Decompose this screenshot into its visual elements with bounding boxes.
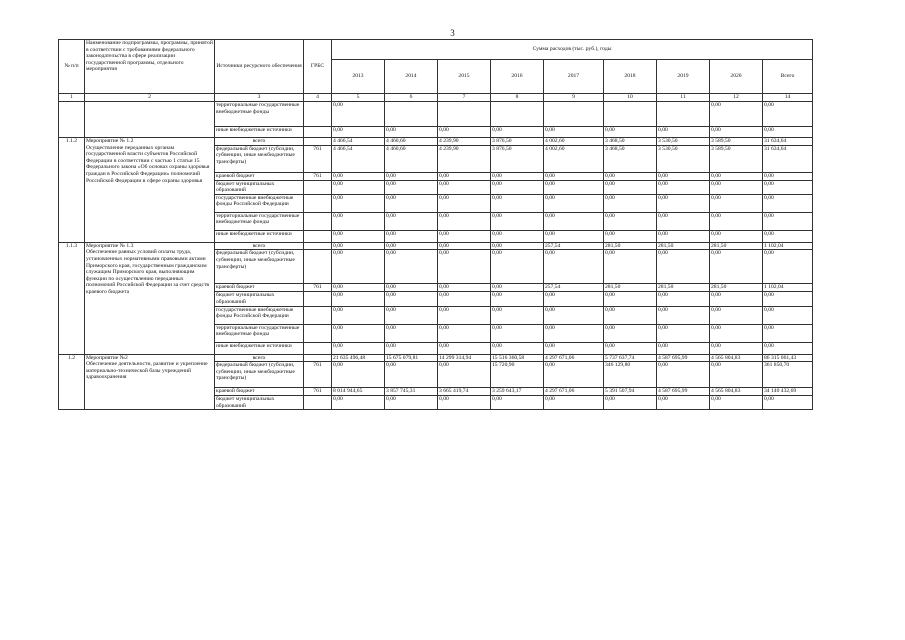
header-no: № п/п <box>59 40 85 94</box>
grbs-code <box>304 354 332 362</box>
total-value: 0,00 <box>763 324 813 342</box>
year-value: 0,00 <box>438 212 491 230</box>
year-value: 3 857 745,31 <box>385 388 438 396</box>
year-value: 4 466,54 <box>332 145 385 172</box>
col-number: 12 <box>710 94 763 102</box>
year-value: 0,00 <box>385 292 438 306</box>
measure-name-cell <box>85 102 215 138</box>
year-value: 281,50 <box>604 284 657 292</box>
measure-title: Мероприятие №2 <box>86 354 128 361</box>
table-row <box>59 102 813 127</box>
grbs-code <box>304 324 332 342</box>
total-value: 0,00 <box>763 292 813 306</box>
year-value: 0,00 <box>491 324 544 342</box>
year-value: 0,00 <box>710 127 763 138</box>
header-grbs: ГРБС <box>304 40 332 94</box>
measure-name-cell <box>85 242 215 354</box>
grbs-code <box>304 242 332 250</box>
header-year: 2014 <box>385 60 438 94</box>
year-value: 21 635 496,48 <box>332 354 385 362</box>
year-value: 0,00 <box>710 172 763 180</box>
total-value: 0,00 <box>763 342 813 354</box>
year-value: 0,00 <box>604 127 657 138</box>
measure-name-cell <box>85 138 215 243</box>
year-value: 0,00 <box>710 102 763 127</box>
grbs-code: 761 <box>304 284 332 292</box>
year-value: 0,00 <box>385 342 438 354</box>
total-value: 361 850,70 <box>763 362 813 388</box>
total-value: 86 315 061,43 <box>763 354 813 362</box>
year-value: 0,00 <box>491 250 544 284</box>
year-value: 0,00 <box>544 396 604 410</box>
year-value: 15 720,90 <box>491 362 544 388</box>
measure-name-cell <box>85 354 215 410</box>
year-value: 15 675 079,81 <box>385 354 438 362</box>
year-value: 281,50 <box>657 284 710 292</box>
year-value: 4 587 695,99 <box>657 388 710 396</box>
year-value: 3 665 419,74 <box>438 388 491 396</box>
year-value: 0,00 <box>332 212 385 230</box>
year-value: 0,00 <box>657 127 710 138</box>
grbs-code: 761 <box>304 145 332 172</box>
year-value: 5 737 637,74 <box>604 354 657 362</box>
year-value: 0,00 <box>491 292 544 306</box>
year-value: 0,00 <box>604 292 657 306</box>
total-value: 0,00 <box>763 194 813 212</box>
year-value: 281,50 <box>604 242 657 250</box>
total-value: 0,00 <box>763 250 813 284</box>
header-year: 2019 <box>657 60 710 94</box>
year-value: 0,00 <box>544 292 604 306</box>
row-number <box>59 102 85 138</box>
funding-source: федеральный бюджет (субсидии, субвенции, иные межбюджетные трансферты) <box>215 145 304 172</box>
year-value: 15 516 360,58 <box>491 354 544 362</box>
col-number: 14 <box>763 94 813 102</box>
year-value: 0,00 <box>544 127 604 138</box>
year-value: 3 530,50 <box>657 145 710 172</box>
total-value: 0,00 <box>763 102 813 127</box>
col-number: 8 <box>491 94 544 102</box>
grbs-code <box>304 306 332 324</box>
year-value: 0,00 <box>710 180 763 194</box>
year-value: 0,00 <box>604 180 657 194</box>
year-value: 4 002,60 <box>544 138 604 146</box>
year-value: 3 589,50 <box>710 138 763 146</box>
year-value: 0,00 <box>710 250 763 284</box>
total-value: 31 634,64 <box>763 138 813 146</box>
year-value: 0,00 <box>710 324 763 342</box>
year-value: 0,00 <box>604 324 657 342</box>
year-value: 5 391 507,94 <box>604 388 657 396</box>
grbs-code: 761 <box>304 388 332 396</box>
year-value: 3 589,50 <box>710 145 763 172</box>
year-value: 0,00 <box>491 242 544 250</box>
year-value: 0,00 <box>491 306 544 324</box>
measure-description: Обеспечение деятельности, развитие и укрепление материально-технической базы учреждений здравоохранения <box>86 361 208 381</box>
table-row <box>59 242 813 250</box>
year-value: 3 468,50 <box>604 145 657 172</box>
year-value: 0,00 <box>332 324 385 342</box>
year-value: 0,00 <box>385 324 438 342</box>
year-value: 0,00 <box>544 230 604 242</box>
year-value: 281,50 <box>657 242 710 250</box>
year-value: 0,00 <box>438 342 491 354</box>
header-name: Наименование подпрограммы, программы, принятой в соответствии с требованиями федерального законодательства в сфере реализации государственной программы, отдельного мероприятия <box>85 40 215 94</box>
col-number: 9 <box>544 94 604 102</box>
funding-source: государственные внебюджетные фонды Российской Федерации <box>215 194 304 212</box>
year-value: 0,00 <box>710 194 763 212</box>
header-source: Источники ресурсного обеспечения <box>215 40 304 94</box>
col-number: 6 <box>385 94 438 102</box>
year-value: 0,00 <box>438 362 491 388</box>
year-value: 0,00 <box>604 306 657 324</box>
funding-source: всего <box>215 138 304 146</box>
year-value: 0,00 <box>438 284 491 292</box>
year-value: 0,00 <box>332 180 385 194</box>
year-value: 0,00 <box>332 230 385 242</box>
year-value: 0,00 <box>657 212 710 230</box>
year-value: 0,00 <box>544 306 604 324</box>
year-value <box>657 102 710 127</box>
year-value: 0,00 <box>438 172 491 180</box>
funding-source: иные внебюджетные источники <box>215 127 304 138</box>
year-value: 0,00 <box>604 396 657 410</box>
year-value: 4 460,60 <box>385 138 438 146</box>
funding-source: территориальные государственные внебюджетные фонды <box>215 324 304 342</box>
year-value: 8 014 944,65 <box>332 388 385 396</box>
year-value: 0,00 <box>438 250 491 284</box>
col-number: 4 <box>304 94 332 102</box>
col-number: 11 <box>657 94 710 102</box>
total-value: 34 140 432,69 <box>763 388 813 396</box>
year-value: 0,00 <box>385 172 438 180</box>
year-value: 0,00 <box>332 194 385 212</box>
funding-source: территориальные государственные внебюджетные фонды <box>215 102 304 127</box>
year-value: 0,00 <box>385 180 438 194</box>
total-value: 0,00 <box>763 306 813 324</box>
grbs-code <box>304 342 332 354</box>
year-value: 0,00 <box>710 362 763 388</box>
total-value: 1 102,04 <box>763 284 813 292</box>
year-value: 0,00 <box>710 342 763 354</box>
year-value: 0,00 <box>491 127 544 138</box>
year-value: 0,00 <box>604 342 657 354</box>
col-number: 5 <box>332 94 385 102</box>
year-value: 0,00 <box>385 230 438 242</box>
year-value <box>385 102 438 127</box>
year-value: 0,00 <box>332 242 385 250</box>
year-value: 0,00 <box>604 212 657 230</box>
year-value: 4 565 804,83 <box>710 388 763 396</box>
header-total: Всего <box>763 60 813 94</box>
funding-source: иные внебюджетные источники <box>215 342 304 354</box>
funding-table <box>58 39 813 410</box>
year-value: 0,00 <box>657 172 710 180</box>
year-value: 4 587 695,99 <box>657 354 710 362</box>
year-value: 4 565 804,83 <box>710 354 763 362</box>
grbs-code: 761 <box>304 172 332 180</box>
year-value: 0,00 <box>491 342 544 354</box>
grbs-code <box>304 102 332 127</box>
total-value: 0,00 <box>763 230 813 242</box>
year-value: 346 129,80 <box>604 362 657 388</box>
header-year: 2015 <box>438 60 491 94</box>
year-value: 0,00 <box>438 324 491 342</box>
year-value: 0,00 <box>710 396 763 410</box>
year-value: 0,00 <box>385 212 438 230</box>
year-value: 0,00 <box>657 396 710 410</box>
year-value: 281,50 <box>710 242 763 250</box>
funding-source: бюджет муниципальных образований <box>215 396 304 410</box>
year-value: 4 460,60 <box>385 145 438 172</box>
year-value: 3 468,50 <box>604 138 657 146</box>
year-value: 0,00 <box>604 250 657 284</box>
year-value: 0,00 <box>544 324 604 342</box>
header-year: 2020 <box>710 60 763 94</box>
year-value: 4 297 671,06 <box>544 388 604 396</box>
year-value: 0,00 <box>438 127 491 138</box>
table-body <box>59 102 813 410</box>
year-value: 0,00 <box>710 306 763 324</box>
col-number: 7 <box>438 94 491 102</box>
measure-description: Обеспечение равных условий оплаты труда, установленных нормативными правовыми актами Приморского края, государственным гражданским служащим Приморского края, выполняющим функции по осуществлению переданных полномочий Российской Федерации за счет средств краевого бюджета <box>86 249 210 295</box>
year-value: 0,00 <box>332 172 385 180</box>
year-value: 0,00 <box>438 242 491 250</box>
funding-source: территориальные государственные внебюджетные фонды <box>215 212 304 230</box>
year-value: 4 239,90 <box>438 145 491 172</box>
funding-source: краевой бюджет <box>215 284 304 292</box>
year-value: 0,00 <box>438 194 491 212</box>
row-number: 1.1.3 <box>59 242 85 354</box>
year-value: 0,00 <box>710 212 763 230</box>
funding-source: всего <box>215 242 304 250</box>
grbs-code <box>304 194 332 212</box>
measure-title: Мероприятие № 1.2 <box>86 138 134 144</box>
grbs-code <box>304 292 332 306</box>
year-value: 0,00 <box>491 212 544 230</box>
measure-title: Мероприятие № 1.3 <box>86 242 134 249</box>
funding-source: всего <box>215 354 304 362</box>
year-value: 4 297 671,06 <box>544 354 604 362</box>
row-number: 1.1.2 <box>59 138 85 243</box>
funding-source: государственные внебюджетные фонды Российской Федерации <box>215 306 304 324</box>
page-number: 3 <box>450 28 455 38</box>
year-value: 0,00 <box>438 292 491 306</box>
year-value: 0,00 <box>657 362 710 388</box>
table-row <box>59 138 813 146</box>
header-year: 2018 <box>604 60 657 94</box>
total-value: 0,00 <box>763 180 813 194</box>
funding-source: федеральный бюджет (субсидии, субвенции, иные межбюджетные трансферты) <box>215 250 304 284</box>
year-value: 0,00 <box>491 284 544 292</box>
year-value: 4 466,54 <box>332 138 385 146</box>
funding-source: иные внебюджетные источники <box>215 230 304 242</box>
year-value: 0,00 <box>544 180 604 194</box>
total-value: 0,00 <box>763 127 813 138</box>
year-value: 0,00 <box>385 127 438 138</box>
year-value: 0,00 <box>332 102 385 127</box>
year-value: 0,00 <box>385 362 438 388</box>
year-value: 0,00 <box>438 306 491 324</box>
year-value <box>544 102 604 127</box>
grbs-code <box>304 212 332 230</box>
year-value: 0,00 <box>491 230 544 242</box>
year-value: 0,00 <box>385 284 438 292</box>
year-value <box>604 102 657 127</box>
year-value: 0,00 <box>657 324 710 342</box>
grbs-code <box>304 396 332 410</box>
funding-source: бюджет муниципальных образований <box>215 180 304 194</box>
col-number: 2 <box>85 94 215 102</box>
total-value: 1 102,04 <box>763 242 813 250</box>
year-value: 0,00 <box>332 362 385 388</box>
total-value: 0,00 <box>763 172 813 180</box>
year-value: 3 530,50 <box>657 138 710 146</box>
year-value: 0,00 <box>657 250 710 284</box>
year-value: 3 259 643,17 <box>491 388 544 396</box>
year-value: 0,00 <box>385 396 438 410</box>
total-value: 0,00 <box>763 396 813 410</box>
funding-source: федеральный бюджет (субсидии, субвенции, иные межбюджетные трансферты) <box>215 362 304 388</box>
year-value: 0,00 <box>544 172 604 180</box>
year-value: 3 876,50 <box>491 145 544 172</box>
col-number: 3 <box>215 94 304 102</box>
year-value: 0,00 <box>438 230 491 242</box>
funding-source: краевой бюджет <box>215 388 304 396</box>
year-value: 0,00 <box>491 396 544 410</box>
grbs-code <box>304 127 332 138</box>
year-value: 0,00 <box>438 396 491 410</box>
year-value: 0,00 <box>604 230 657 242</box>
funding-source: бюджет муниципальных образований <box>215 292 304 306</box>
year-value: 0,00 <box>544 362 604 388</box>
year-value: 0,00 <box>657 342 710 354</box>
year-value: 0,00 <box>332 250 385 284</box>
year-value: 0,00 <box>657 292 710 306</box>
year-value: 0,00 <box>657 194 710 212</box>
col-number: 1 <box>59 94 85 102</box>
grbs-code <box>304 250 332 284</box>
year-value: 0,00 <box>491 172 544 180</box>
header-year: 2017 <box>544 60 604 94</box>
year-value: 0,00 <box>710 230 763 242</box>
year-value: 0,00 <box>438 180 491 194</box>
row-number: 1.2 <box>59 354 85 410</box>
year-value: 0,00 <box>657 230 710 242</box>
table-row <box>59 354 813 362</box>
measure-description: Осуществление переданных органам государственной власти субъектов Российской Федерации в соответствии с частью 1 статьи 15 Федерального закона «Об основах охраны здоровья граждан в Российской Федерации» полномочий Российской Федерации в сфере охраны здоровья <box>86 144 210 184</box>
year-value: 4 239,90 <box>438 138 491 146</box>
year-value: 0,00 <box>544 212 604 230</box>
year-value: 0,00 <box>332 127 385 138</box>
year-value: 0,00 <box>332 396 385 410</box>
total-value: 0,00 <box>763 212 813 230</box>
year-value: 0,00 <box>710 292 763 306</box>
year-value: 257,54 <box>544 242 604 250</box>
year-value: 4 002,60 <box>544 145 604 172</box>
total-value: 31 634,64 <box>763 145 813 172</box>
year-value: 0,00 <box>332 292 385 306</box>
year-value: 0,00 <box>544 342 604 354</box>
year-value: 257,54 <box>544 284 604 292</box>
funding-source: краевой бюджет <box>215 172 304 180</box>
year-value: 0,00 <box>385 242 438 250</box>
year-value: 0,00 <box>385 306 438 324</box>
year-value: 0,00 <box>385 194 438 212</box>
year-value: 0,00 <box>544 250 604 284</box>
year-value: 14 299 314,94 <box>438 354 491 362</box>
col-number: 10 <box>604 94 657 102</box>
year-value: 0,00 <box>332 306 385 324</box>
year-value: 0,00 <box>332 342 385 354</box>
year-value <box>491 102 544 127</box>
year-value: 0,00 <box>332 284 385 292</box>
year-value: 0,00 <box>657 180 710 194</box>
grbs-code: 761 <box>304 362 332 388</box>
year-value <box>438 102 491 127</box>
header-year: 2013 <box>332 60 385 94</box>
year-value: 0,00 <box>657 306 710 324</box>
year-value: 281,50 <box>710 284 763 292</box>
header-year: 2016 <box>491 60 544 94</box>
year-value: 0,00 <box>604 172 657 180</box>
grbs-code <box>304 180 332 194</box>
grbs-code <box>304 138 332 146</box>
year-value: 0,00 <box>385 250 438 284</box>
grbs-code <box>304 230 332 242</box>
year-value: 0,00 <box>604 194 657 212</box>
year-value: 0,00 <box>491 194 544 212</box>
year-value: 0,00 <box>544 194 604 212</box>
year-value: 3 876,50 <box>491 138 544 146</box>
year-value: 0,00 <box>491 180 544 194</box>
header-sum: Сумма расходов (тыс. руб.), годы <box>332 40 813 60</box>
